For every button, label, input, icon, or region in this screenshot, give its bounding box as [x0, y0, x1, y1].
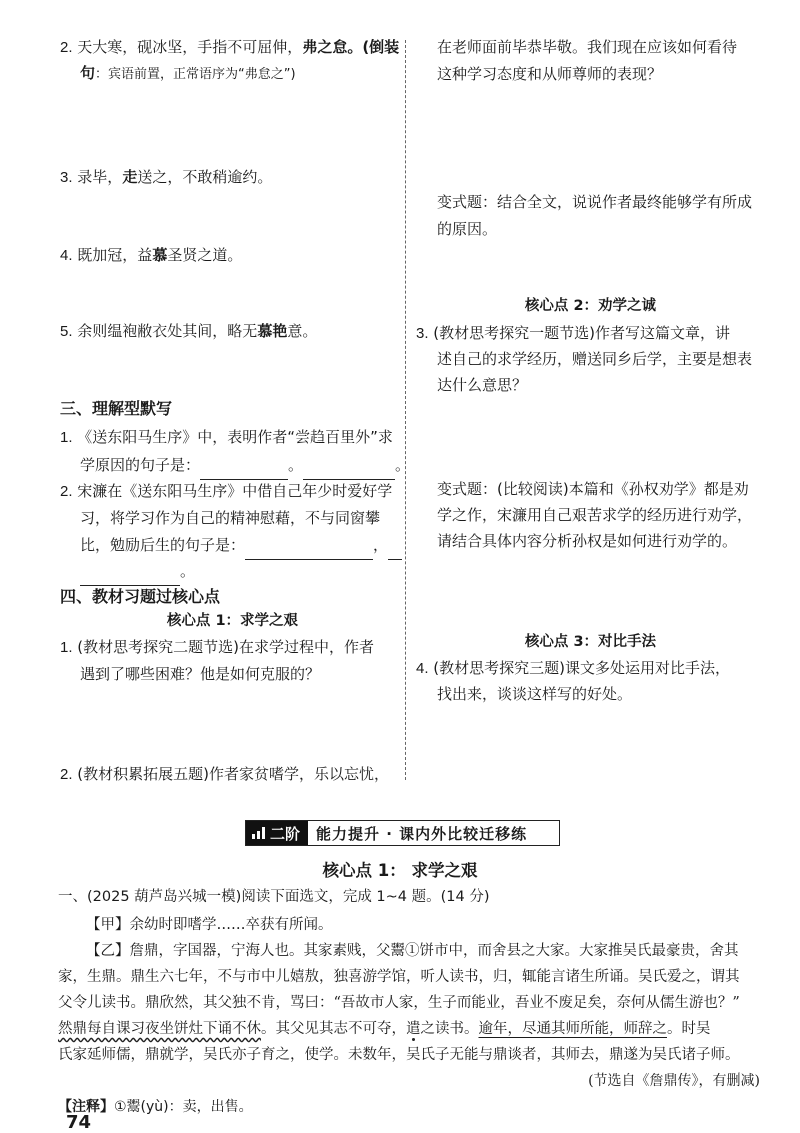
core-point-1: 核心点 1：求学之艰 — [166, 613, 299, 629]
right-q4-line2: 找出来，谈谈这样写的好处。 — [437, 685, 633, 703]
s3-q1-line1: 1. 《送东阳马生序》中，表明作者“尝趋百里外”求 — [60, 428, 393, 446]
right-cont-line2: 这种学习态度和从师尊师的表现？ — [437, 65, 663, 83]
s3-q1-line2: 学原因的句子是： 。 。 — [80, 450, 410, 480]
answer-blank[interactable] — [388, 541, 402, 560]
right-q3-line2: 述自己的求学经历，赠送同乡后学，主要是想表 — [437, 350, 753, 368]
s4-q2-line1: 2. (教材积累拓展五题)作者家贫嗜学，乐以忘忧， — [60, 765, 390, 783]
core-point-2: 核心点 2：劝学之诚 — [524, 298, 657, 314]
left-q3: 3. 录毕，走送之，不敢稍逾约。 — [60, 168, 273, 186]
passage-yi-line5: 氏家延师儒，鼎就学，吴氏亦子育之，使学。未数年，吴氏子无能与鼎谈者，其师去，鼎遂为吴氏诸子师。 — [58, 1047, 740, 1063]
right-q4-line1: 4. (教材思考探究三题)课文多处运用对比手法， — [416, 659, 731, 677]
passage-jia: 【甲】余幼时即嗜学……卒获有所闻。 — [86, 917, 333, 933]
variant-2-line2: 学之作，宋濂用自己艰苦求学的经历进行劝学， — [437, 506, 753, 524]
s3-q2-line3: 比，勉励后生的句子是： ， — [80, 530, 402, 560]
answer-blank[interactable] — [245, 541, 373, 560]
variant-1-line2: 的原因。 — [437, 220, 498, 238]
left-q2-line2: 句：宾语前置，正常语序为“弗怠之”) — [80, 64, 296, 82]
section-3-title: 三、理解型默写 — [60, 399, 173, 418]
variant-2-line3: 请结合具体内容分析孙权是如何进行劝学的。 — [437, 532, 738, 550]
right-cont-line1: 在老师面前毕恭毕敬。我们现在应该如何看待 — [437, 38, 738, 56]
banner-tag: 二阶 — [246, 821, 308, 845]
left-q2: 2. 天大寒，砚冰坚，手指不可屈伸，弗之怠。(倒装 — [60, 38, 400, 56]
dotted-character: 遣 — [406, 1021, 421, 1037]
s4-q1-line2: 遇到了哪些困难？他是如何克服的？ — [80, 665, 321, 683]
wavy-underlined-sentence: 然鼎每自课习夜坐饼灶下诵不休 — [58, 1021, 261, 1037]
s4-q1-line1: 1. (教材思考探究二题节选)在求学过程中，作者 — [60, 638, 375, 656]
left-q5: 5. 余则缊袍敝衣处其间，略无慕艳意。 — [60, 322, 318, 340]
left-q4: 4. 既加冠，益慕圣贤之道。 — [60, 246, 243, 264]
passage-yi-line4: 然鼎每自课习夜坐饼灶下诵不休。其父见其志不可夺，遣之读书。逾年，尽通其师所能，师辞之。时吴 — [58, 1021, 711, 1037]
underlined-sentence: 逾年，尽通其师所能，师辞之 — [478, 1021, 667, 1037]
section-4-title: 四、教材习题过核心点 — [60, 587, 221, 606]
section-banner — [245, 820, 560, 846]
s3-q2-line4: 。 — [80, 556, 195, 586]
passage-intro: 一、(2025 葫芦岛兴城一模)阅读下面选文，完成 1~4 题。(14 分) — [58, 889, 490, 905]
passage-yi-line1: 【乙】詹鼎，字国器，宁海人也。其家素贱，父鬻①饼市中，而舍县之大家。大家推吴氏最豪贵，舍其 — [86, 943, 739, 959]
passage-yi-line3: 父令儿读书。鼎欣然，其父独不肯，骂曰：“吾故市人家，生子而能业，吾业不废足矣，奈何从儒生游也？” — [58, 995, 740, 1011]
passage-yi-line2: 家，生鼎。鼎生六七年，不与市中儿嬉敖，独喜游学馆，听人读书，归，辄能言诸生所诵。吴氏爱之，谓其 — [58, 969, 740, 985]
variant-2-line1: 变式题：(比较阅读)本篇和《孙权劝学》都是劝 — [437, 480, 749, 498]
banner-label: 能力提升 · 课内外比较迁移练 — [316, 824, 528, 843]
bar-chart-icon — [252, 827, 266, 839]
right-q3-line1: 3. (教材思考探究一题节选)作者写这篇文章，讲 — [416, 324, 731, 342]
bottom-core-point: 核心点 1： 求学之艰 — [322, 861, 478, 880]
column-divider — [405, 40, 406, 780]
passage-source: (节选自《詹鼎传》，有删减) — [588, 1073, 760, 1089]
core-point-3: 核心点 3：对比手法 — [524, 634, 657, 650]
s3-q2-line1: 2. 宋濂在《送东阳马生序》中借自己年少时爱好学 — [60, 482, 393, 500]
s3-q2-line2: 习，将学习作为自己的精神慰藉，不与同窗攀 — [80, 509, 381, 527]
page-number: 74 — [66, 1112, 92, 1133]
right-q3-line3: 达什么意思？ — [437, 376, 528, 394]
footnote: 【注释】①鬻(yù)：卖，出售。 — [58, 1099, 253, 1115]
variant-1-line1: 变式题：结合全文，说说作者最终能够学有所成 — [437, 193, 753, 211]
